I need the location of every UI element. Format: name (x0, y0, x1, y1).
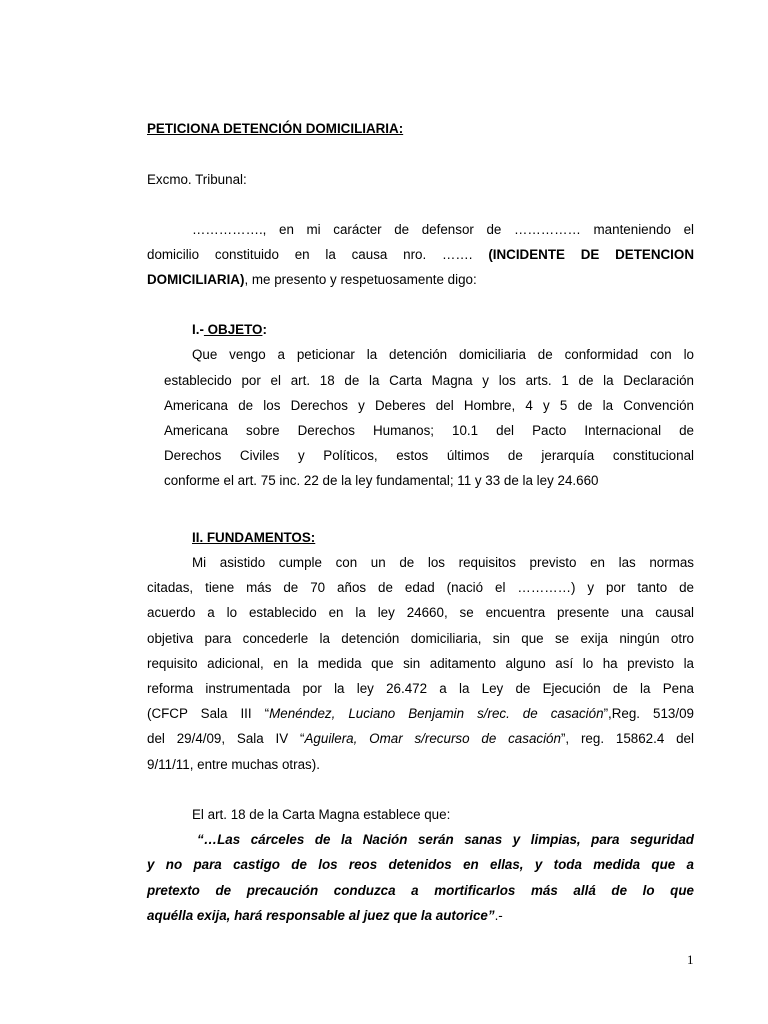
section-fundamentos-heading: II. FUNDAMENTOS: (192, 530, 316, 545)
objeto-line: Americana sobre Derechos Humanos; 10.1 del Pacto Internacional de (164, 423, 694, 438)
objeto-line: Americana de los Derechos y Deberes del Hombre, 4 y 5 de la Convención (164, 398, 694, 413)
objeto-line: Derechos Civiles y Políticos, estos últimos de jerarquía constitucional (164, 448, 694, 463)
case-name-italic: Aguilera, Omar s/recurso de casación (304, 731, 561, 746)
intro-incident-bold: (INCIDENTE DE DETENCION (488, 247, 694, 262)
section-label: OBJETO (203, 322, 263, 337)
objeto-line: Que vengo a peticionar la detención domiciliaria de conformidad con lo (192, 347, 694, 362)
intro-text: , me presento y respetuosamente digo: (244, 272, 477, 287)
fundamentos-line: acuerdo a lo establecido en la ley 24660, se encuentra presente una causal (147, 605, 694, 620)
constitution-quote-line: pretexto de precaución conduzca a mortificarlos más allá de lo que (147, 883, 694, 898)
fundamentos-line: requisito adicional, en la medida que sin aditamento alguno así lo ha previsto la (147, 656, 694, 671)
intro-line (147, 247, 694, 262)
constitution-quote-line: y no para castigo de los reos detenidos en ellas, y toda medida que a (147, 857, 694, 872)
fundamentos-line: Mi asistido cumple con un de los requisitos previsto en las normas (192, 555, 694, 570)
intro-line (147, 272, 694, 287)
fundamentos-line: objetiva para concederle la detención domiciliaria, sin que se exija ningún otro (147, 631, 694, 646)
section-colon: : (262, 322, 267, 337)
constitution-quote-line (147, 908, 694, 923)
objeto-line: conforme el art. 75 inc. 22 de la ley fundamental; 11 y 33 de la ley 24.660 (164, 473, 599, 488)
page-number: 1 (687, 952, 694, 967)
fundamentos-line (147, 731, 694, 746)
intro-incident-bold: DOMICILIARIA) (147, 272, 245, 287)
fundamentos-line: 9/11/11, entre muchas otras). (147, 757, 320, 772)
quote-text-bold-italic: aquélla exija, hará responsable al juez que la autorice” (147, 908, 495, 923)
intro-line: ……………., en mi carácter de defensor de …………… manteniendo el (192, 222, 694, 237)
document-title: PETICIONA DETENCIÓN DOMICILIARIA: (147, 121, 404, 136)
fundamentos-line (147, 706, 694, 721)
salutation: Excmo. Tribunal: (147, 172, 247, 187)
section-objeto-heading (192, 322, 739, 337)
fundamentos-line: reforma instrumentada por la ley 26.472 a la Ley de Ejecución de la Pena (147, 681, 694, 696)
citation-text: ”, reg. 15862.4 del (560, 731, 694, 746)
objeto-line: establecido por el art. 18 de la Carta Magna y los arts. 1 de la Declaración (164, 373, 694, 388)
citation-text: del 29/4/09, Sala IV “ (147, 731, 305, 746)
art18-intro: El art. 18 de la Carta Magna establece que: (192, 807, 451, 822)
intro-text: domicilio constituido en la causa nro. ……. (147, 247, 489, 262)
case-name-italic: Menéndez, Luciano Benjamin s/rec. de casación (269, 706, 604, 721)
fundamentos-line: citadas, tiene más de 70 años de edad (nació el …………) y por tanto de (147, 580, 694, 595)
citation-text: ”,Reg. 513/09 (603, 706, 694, 721)
section-number: I.- (192, 322, 204, 337)
quote-end: .- (494, 908, 503, 923)
constitution-quote-line: “…Las cárceles de la Nación serán sanas y limpias, para seguridad (197, 832, 694, 847)
citation-text: (CFCP Sala III “ (147, 706, 270, 721)
